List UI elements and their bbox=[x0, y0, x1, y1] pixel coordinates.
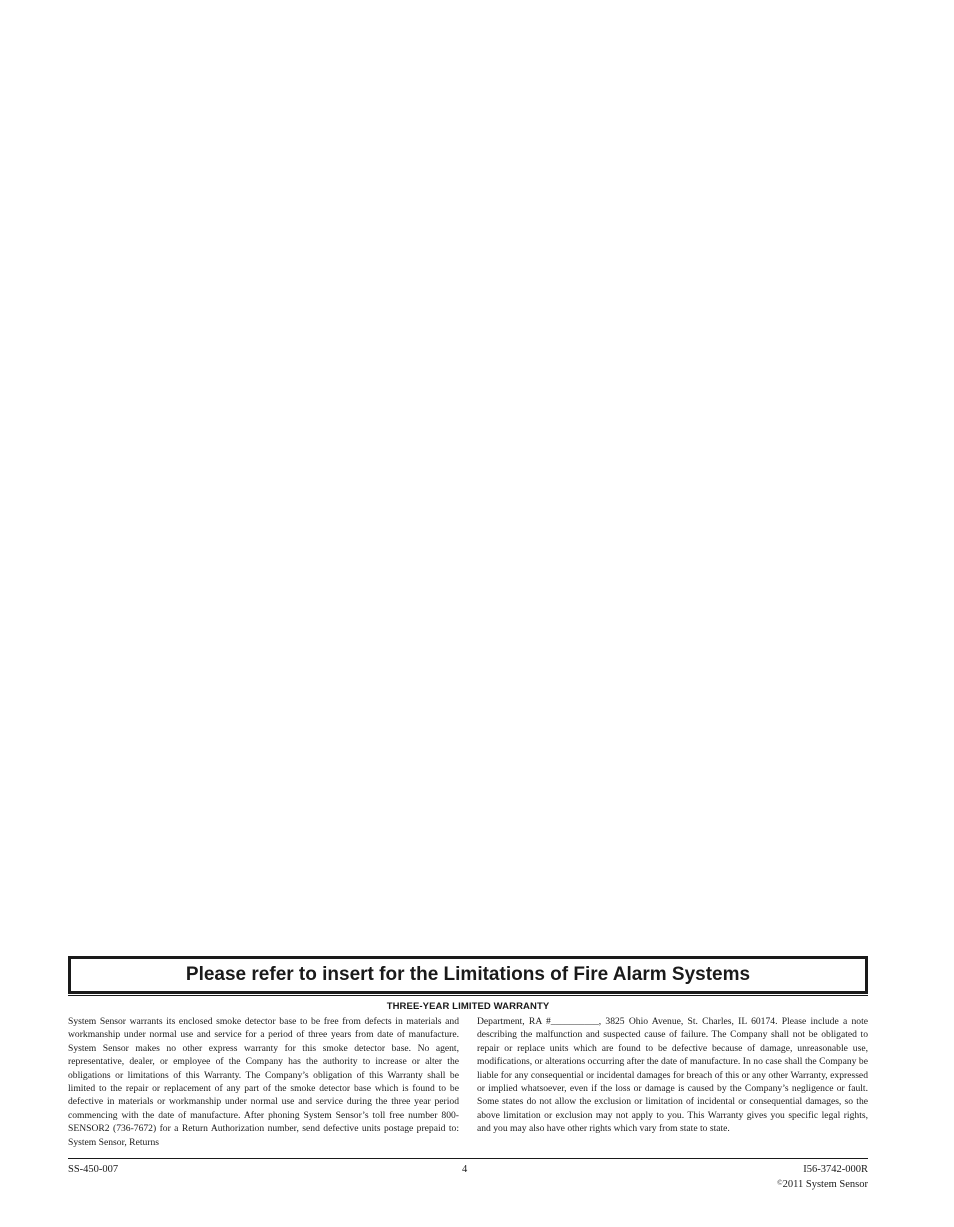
warranty-text-left-column: System Sensor warrants its enclosed smoke detector base to be free from defects in materials and workmanship under normal use and service for a period of three years from date of manufacture. System Sensor makes no other express warranty for this smoke detector base. No agent, representative, dealer, or employee of the Company has the authority to increase or alter the obligations or limitations of this Warranty. The Company’s obligation of this Warranty shall be limited to the repair or replacement of any part of the smoke detector base which is found to be defective in materials or workmanship under normal use and service during the three year period commencing with the date of manufacture. After phoning System Sensor’s toll free number 800-SENSOR2 (736-7672) for a Return Authorization number, send defective units postage prepaid to: System Sensor, Returns bbox=[68, 1016, 459, 1148]
copyright-text: 2011 System Sensor bbox=[782, 1179, 868, 1190]
warranty-text-right-column: Department, RA #__________, 3825 Ohio Avenue, St. Charles, IL 60174. Please include a note describing the malfunction and suspected cause of failure. The Company shall not be obligated to repair or replace units which are found to be defective because of damage, unreasonable use, modifications, or alterations occurring after the date of manufacture. In no case shall the Company be liable for any consequential or incidental damages for breach of this or any other Warranty, expressed or implied whatsoever, even if the loss or damage is caused by the Company’s negligence or fault. Some states do not allow the exclusion or limitation of incidental or consequential damages, so the above limitation or exclusion may not apply to you. This Warranty gives you specific legal rights, and you may also have other rights which vary from state to state. bbox=[477, 1016, 868, 1135]
footer-part-number: I56-3742-000R bbox=[803, 1164, 868, 1175]
warranty-title: THREE-YEAR LIMITED WARRANTY bbox=[386, 1001, 550, 1012]
section-divider-top bbox=[68, 995, 868, 996]
limitations-banner bbox=[68, 956, 868, 994]
footer-page-number: 4 bbox=[462, 1164, 468, 1175]
footer-right-block bbox=[777, 1162, 868, 1192]
footer-divider bbox=[68, 1158, 868, 1159]
footer-doc-code: SS-450-007 bbox=[68, 1164, 119, 1175]
banner-text: Please refer to insert for the Limitations of Fire Alarm Systems bbox=[185, 964, 751, 985]
footer-copyright bbox=[777, 1177, 868, 1192]
copyright-symbol: © bbox=[777, 1179, 783, 1187]
